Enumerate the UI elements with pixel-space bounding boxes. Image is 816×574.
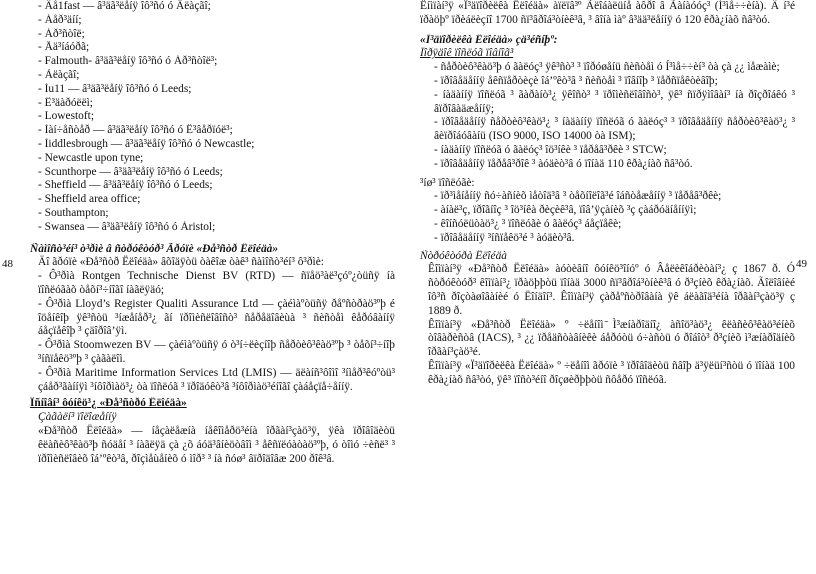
list-item: - íàäàííÿ ïîñëóã ³ ãàðàíò³¿ ÿêîñò³ ³ ïðîìèñëîâîñò³, ÿê³ ñïðÿìîâàí³ íà ðîçðîáêó ³ âïðîâàäæåííÿ;: [434, 88, 795, 115]
list-item: - ïðîâåäåííÿ ïåðåâ³ðîê ³ àóäèò³â ó ïîíàä 110 êðà¿íàõ ñâ³òó.: [434, 157, 693, 170]
list-item: - Swansea — â³äã³ëåíÿ îô³ñó ó Áristol;: [38, 220, 216, 233]
list-item: - Southampton;: [38, 206, 109, 219]
paragraph: Ëíìïàí³ÿ «Ï³äïîðèëêà Ëëîéäà» àïëïâ³º Ãëîáàëüíå àôðî â Ãàíàóóç³ (Í³ìå÷÷èíà). Â í³é ïðàöþº ïðèáëèçíî 1700 ñï³âðîá³òíèê³â, ³ âîíà ìàº â³ää³ëåííÿ ó 120 êðà¿íàõ ñâ³òó.: [420, 0, 795, 26]
list-item: - Âå1fast — â³äã³ëåíÿ îô³ñó ó Äëàçãî;: [38, 0, 211, 12]
other-services-list: [420, 190, 795, 245]
list-item: - àíàë³ç, ïðîãíîç ³ îö³íêà ðèçèê³â, ïîâ’ÿçàíèõ ³ç çàáðóäíåííÿì;: [434, 204, 697, 217]
section-heading: «Ï³äïîðèëêà Ëëîéäà» çä³éñíþº:: [420, 33, 558, 46]
list-item: - Ô³ðìà Stoomwezen BV — çàéìàºòüñÿ ó ò³í÷ëèçíîþ ñåðòèô³êàö³ºþ ³ òåõí³÷íîþ ³íñïåêö³ºþ ³ çàãàëîì.: [38, 339, 395, 365]
list-item: - Ê³äàðóëëì;: [38, 96, 93, 109]
list-item: - Áåð³äíí;: [38, 13, 82, 26]
office-list: [30, 0, 395, 235]
section-heading: Ñàìîñò³éí³ ò³ðìè â ñòðóêòóð³ Ãðóïè «Ðå³ñòð Ëëîéäà»: [30, 242, 279, 255]
left-column: [30, 0, 395, 466]
list-item: - íàäàííÿ ïîñëóã ó ãàëóç³ îö³íêè ³ ïåðåâ³ðêè ³ STCW;: [434, 143, 667, 156]
section-subheading: Ïîðÿäîê ïîñëóã ïîâíîã³: [420, 47, 514, 60]
list-item: - ïðîâåäåííÿ ñåðòèô³êàö³¿ ³ íàäàííÿ ïîñëóã ó ãàëóç³ ³ ïðîâåäåííÿ ñåðòèô³êàö³¿ ³ âèïðîáóâàíü (ISO 9000, ISO 14000 òà ISM);: [434, 116, 795, 143]
section-subheading: Çàãàëí³ ïîëîæåííÿ: [38, 411, 117, 424]
page-number-right: 49: [796, 258, 807, 270]
services-list: [420, 61, 795, 171]
paragraph: «Ðå³ñòð Ëëîéäà» — íåçàëåæíà íåêîìåðö³éíà îðãàí³çàö³ÿ, ÿêà ïðîâîäèòü êëàñèô³êàö³þ ñóäåí ³ íàãëÿä çà ¿õ áóä³âíèöòâîì ³ åêñïëóàòàö³ºþ, ó òîìó ÷èñë³ ³ ïðîìèñëîâèõ îá’ºêò³â, ðîçìåùåíèõ ó ìîð³ ³ íà ñóø³ âïðîäîâæ 200 ðîê³â.: [38, 424, 395, 465]
paragraph: Êîìïàí³ÿ «Ðå³ñòð Ëëîéäà» º ÷ëåíîì ̄Ì³æíàðîäíî¿ àñîö³àö³¿ êëàñèô³êàö³éíèõ òîâàðèñòâ (IACS), ³ ¿¿ ïðåäñòàâíèêè áåðóòü ó÷àñòü ó ðîáîò³ ð³çíèõ ì³æíàðîäíèõ îðãàí³çàö³é.: [428, 318, 795, 359]
list-item: - êîíñóëüòàö³¿ ³ ïîñëóãè ó ãàëóç³ áåçïåêè;: [434, 217, 622, 230]
list-item: - Newcastle upon tyne;: [38, 151, 144, 164]
list-item: - Falmouth- â³äã³ëåíÿ îô³ñó ó Áð³ñòîë³;: [38, 55, 218, 68]
right-column: [420, 0, 795, 388]
list-item: - Íu11 — â³äã³ëåíÿ îô³ñó ó Leeds;: [38, 82, 192, 95]
paragraph: Êîìïàí³ÿ «Ðå³ñòð Ëëîéäà» àóòèâíî ôóíêö³îíóº ó Âåëèêîáðèòàí³¿ ç 1867 ð. Ó ñòðóêòóð³ êîìïàí³¿ ïðàöþþòü ïîíàä 3000 ñï³âðîá³òíèê³â ó ð³çíèõ êðà¿íàõ. Ãîëîâíèé îô³ñ ðîçòàøîâàíèé ó Ëîíäîí³. Êîìïàí³ÿ çàðåºñòðîâàíà ÿê áëàãîä³éíà îðãàí³çàö³ÿ ç 1889 ð.: [428, 263, 795, 317]
list-item: - ïðîâåäåííÿ åêñïåðòèçè îá’ºêò³â ³ ñèñòåì ³ ïîâíîþ ³ ïåðñïåêòèâîþ;: [434, 74, 718, 87]
list-item: - Lowestoft;: [38, 110, 94, 123]
list-item: - Sheffield area office;: [38, 193, 141, 206]
list-item: - ïð³ìåíåííÿ ñó÷àñíèõ ìåòîä³â ³ òåõíîëîã³é îáñòåæåííÿ ³ ïåðåâ³ðêè;: [434, 190, 722, 203]
page-number-left: 48: [2, 258, 13, 270]
paragraph: Êîìïàí³ÿ «Ï³äïîðèëêà Ëëîéäà» º ÷ëåíîì ãðóïè ³ ïðîâîäèòü ñâîþ ä³ÿëüí³ñòü ó ïîíàä 100 êðà¿íàõ ñâ³òó, ÿê³ ïîñò³éíî ðîçøèðþþòü ñôåðó ïîñëóã.: [428, 359, 795, 386]
list-item: - Sheffield — â³äã³ëåíÿ îô³ñó ó Leeds;: [38, 179, 213, 192]
list-item: - Ô³ðìà Lloyd’s Register Qualiti Assurance Ltd — çàéìàºòüñÿ ðåºñòðàö³ºþ é îöåíêîþ ÿê³ñòü ³íæåíåð³¿ ãí ïðîìèñëîâîñò³ ñåðåäîâèùà ³ ñèñòåì êåðóâàííÿ áåçïåêîþ ³ çäîðîâ’ÿì.: [38, 297, 395, 338]
section-heading: Ñòðóêòóðà Ëëîéäà: [420, 249, 507, 262]
list-item: - Ô³ðìà Maritime Information Services Ltd (LMIS) — äëàíñ³ôîìî ³íìåð³êóºòü³ çáåð³ãàííÿì ³íôîðìàö³¿ òà ïîñëóã ³ ïðîäóêò³â ³íôîðìàö³éíîãî çàáåçïå÷åííÿ.: [38, 366, 395, 393]
list-item: - Ãëàçãî;: [38, 68, 80, 81]
firm-list: [30, 270, 395, 394]
list-item: - Ìàí÷åñòåð — â³äã³ëåíÿ îô³ñó ó Ë³âåðïóë³;: [38, 124, 233, 137]
list-item: - Åä³íáóðã;: [38, 41, 90, 54]
list-item: - ïðîâåäåííÿ ³íñïåêö³é ³ àóäèò³â.: [434, 231, 575, 244]
list-item: - ñåðòèô³êàö³þ ó ãàëóç³ ÿê³ñò³ ³ ïîðóøåíü ñèñòåì ó Í³ìå÷÷èí³ òà çà ¿¿ ìåæàìè;: [434, 61, 780, 74]
section-heading: ³íø³ ïîñëóãè:: [420, 176, 475, 189]
list-item: - Ô³ðìà Rontgen Technische Dienst BV (RTD) — ñïåö³àë³çóº¿òüñÿ íà ïîñëóãàõ òåõí³÷íîãî íàãëÿäó;: [38, 270, 395, 296]
list-item: - Ìiddlesbrough — â³äã³ëåíÿ îô³ñó ó Newcastle;: [38, 137, 255, 150]
paragraph: Äî ãðóïè «Ðå³ñòð Ëëîéäà» âõîäÿòü òàêîæ òàê³ ñàìîñò³éí³ ô³ðìè:: [38, 256, 324, 269]
section-heading: Îñíîâí³ ôóíêö³¿ «Ðå³ñòðó Ëëîéäà»: [30, 397, 187, 410]
list-item: - Áð³ñòîë;: [38, 27, 85, 40]
list-item: - Scunthorpe — â³äã³ëåíÿ îô³ñó ó Leeds;: [38, 165, 223, 178]
